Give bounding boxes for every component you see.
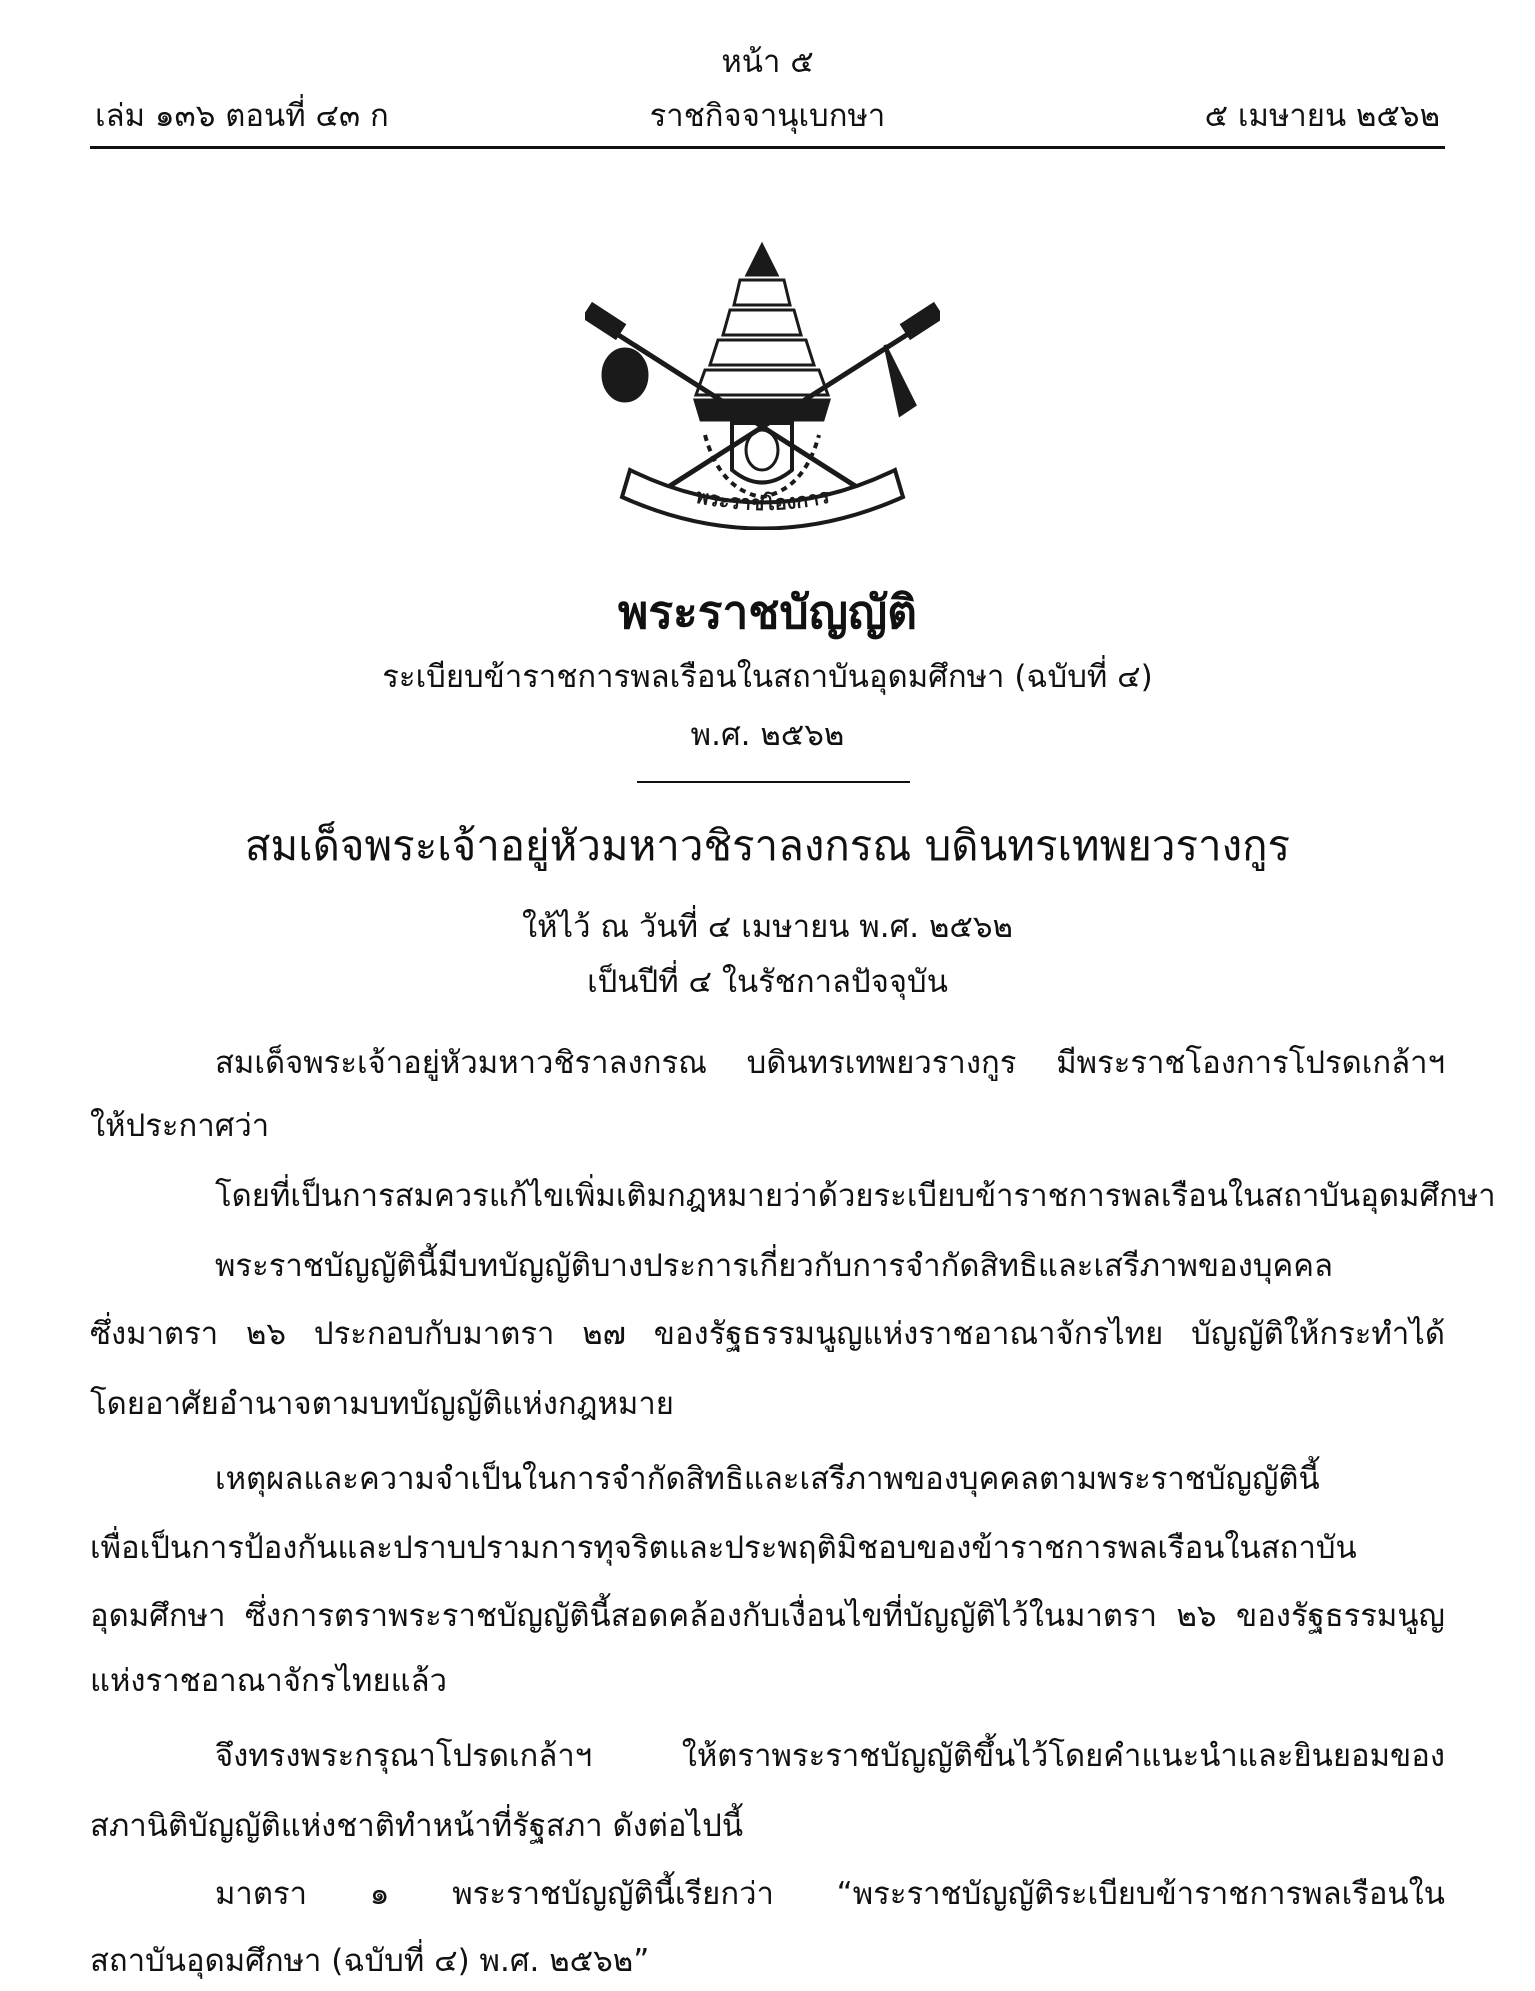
emblem-ribbon-label: พระราชโองการ <box>693 483 832 516</box>
para-3-line-1: พระราชบัญญัตินี้มีบทบัญญัติบางประการเกี่ยวกับการจำกัดสิทธิและเสรีภาพของบุคคล <box>215 1248 1333 1284</box>
para-1-line-2: ให้ประกาศว่า <box>90 1108 270 1144</box>
act-title: พระราชบัญญัติ <box>618 585 917 639</box>
para-2-line-1: โดยที่เป็นการสมควรแก้ไขเพิ่มเติมกฎหมายว่าด้วยระเบียบข้าราชการพลเรือนในสถาบันอุดมศึกษา <box>215 1178 1496 1214</box>
reign-year: เป็นปีที่ ๔ ในรัชกาลปัจจุบัน <box>587 964 948 1000</box>
para-5-line-2: สภานิติบัญญัติแห่งชาติทำหน้าที่รัฐสภา ดังต่อไปนี้ <box>90 1808 744 1844</box>
para-4-line-2: เพื่อเป็นการป้องกันและปราบปรามการทุจริตและประพฤติมิชอบของข้าราชการพลเรือนในสถาบัน <box>90 1530 1357 1566</box>
header-rule <box>90 146 1445 149</box>
para-4-line-1: เหตุผลและความจำเป็นในการจำกัดสิทธิและเสรีภาพของบุคคลตามพระราชบัญญัตินี้ <box>215 1461 1320 1497</box>
royal-emblem-icon <box>585 235 940 530</box>
para-3-line-3: โดยอาศัยอำนาจตามบทบัญญัติแห่งกฎหมาย <box>90 1386 674 1422</box>
title-divider <box>637 781 910 783</box>
gazette-date: ๕ เมษายน ๒๕๖๒ <box>1204 98 1440 134</box>
para-4-line-4: แห่งราชอาณาจักรไทยแล้ว <box>90 1663 447 1699</box>
section-1-line-1: มาตรา ๑ พระราชบัญญัตินี้เรียกว่า “พระราชบัญญัติระเบียบข้าราชการพลเรือนใน <box>215 1876 1445 1912</box>
king-name: สมเด็จพระเจ้าอยู่หัวมหาวชิราลงกรณ บดินทรเทพยวรางกูร <box>244 821 1291 870</box>
page-number: หน้า ๕ <box>721 44 814 80</box>
act-subtitle: ระเบียบข้าราชการพลเรือนในสถาบันอุดมศึกษา (ฉบับที่ ๔) <box>382 659 1153 695</box>
act-year: พ.ศ. ๒๕๖๒ <box>690 717 845 753</box>
para-5-line-1: จึงทรงพระกรุณาโปรดเกล้าฯ ให้ตราพระราชบัญญัติขึ้นไว้โดยคำแนะนำและยินยอมของ <box>215 1738 1445 1774</box>
gazette-volume: เล่ม ๑๓๖ ตอนที่ ๔๓ ก <box>95 98 389 134</box>
svg-text:พระราชโองการ <box>694 484 832 515</box>
gazette-name: ราชกิจจานุเบกษา <box>649 98 886 134</box>
para-4-line-3: อุดมศึกษา ซึ่งการตราพระราชบัญญัตินี้สอดคล้องกับเงื่อนไขที่บัญญัติไว้ในมาตรา ๒๖ ของรัฐธรรมนูญ <box>90 1598 1445 1634</box>
para-3-line-2: ซึ่งมาตรา ๒๖ ประกอบกับมาตรา ๒๗ ของรัฐธรรมนูญแห่งราชอาณาจักรไทย บัญญัติให้กระทำได้ <box>90 1316 1445 1352</box>
given-date: ให้ไว้ ณ วันที่ ๔ เมษายน พ.ศ. ๒๕๖๒ <box>521 909 1013 945</box>
para-1-line-1: สมเด็จพระเจ้าอยู่หัวมหาวชิราลงกรณ บดินทรเทพยวรางกูร มีพระราชโองการโปรดเกล้าฯ <box>215 1045 1445 1081</box>
section-1-line-2: สถาบันอุดมศึกษา (ฉบับที่ ๔) พ.ศ. ๒๕๖๒” <box>90 1943 650 1979</box>
